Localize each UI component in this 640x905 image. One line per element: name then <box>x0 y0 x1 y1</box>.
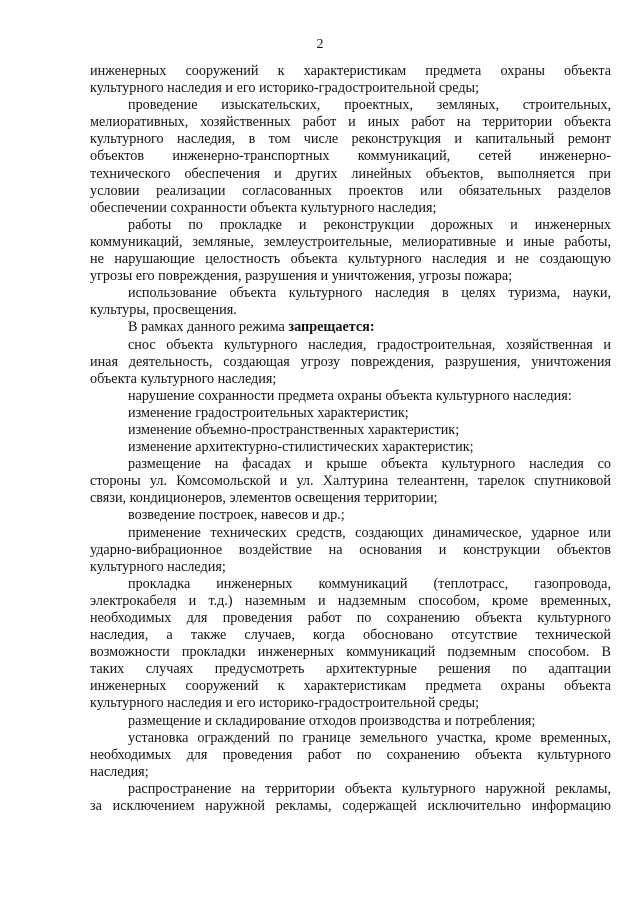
text-line <box>90 730 611 747</box>
text-line <box>90 148 611 165</box>
text-line <box>90 610 611 627</box>
text-line-content: установка ограждений по границе земельного участка, кроме временных, <box>128 729 611 746</box>
text-line <box>90 764 611 781</box>
text-line <box>90 627 611 644</box>
text-line <box>90 285 611 302</box>
text-line-content: прокладка инженерных коммуникаций (теплотрасс, газопровода, <box>128 575 611 592</box>
text-line <box>90 114 611 131</box>
emphasis-text: запрещается: <box>288 319 375 336</box>
text-line <box>90 97 611 114</box>
text-line <box>90 166 611 183</box>
text-line-content: наследия, а также случаев, когда обосновано отсутствие технической <box>90 627 611 644</box>
text-line <box>90 542 611 559</box>
text-line-content: культурного наследия; <box>90 558 226 575</box>
text-line-content: мелиоративных, хозяйственных работ и иных работ на территории объекта <box>90 114 611 131</box>
text-line-content: необходимых для проведения работ по сохранению объекта культурного <box>90 610 611 626</box>
text-line <box>90 456 611 473</box>
text-line <box>90 371 611 388</box>
text-line <box>90 234 611 251</box>
text-line <box>90 593 611 610</box>
text-line-content: ударно-вибрационное воздействие на основания и конструкции объектов <box>90 541 611 558</box>
text-line-content: изменение архитектурно-стилистических характеристик; <box>128 439 474 456</box>
text-line-content: снос объекта культурного наследия, градостроительная, хозяйственная и <box>128 336 611 353</box>
text-line <box>90 302 611 319</box>
text-line <box>90 661 611 678</box>
text-line <box>90 559 611 576</box>
text-line-content: таких случаях предусмотреть архитектурные решения по адаптации <box>90 661 611 678</box>
text-line <box>90 422 611 439</box>
text-line <box>90 490 611 507</box>
text-line <box>90 576 611 593</box>
text-line <box>90 217 611 234</box>
text-line-content: размещение и складирование отходов производства и потребления; <box>128 712 536 729</box>
text-line-content: иная деятельность, создающая угрозу повреждения, разрушения, уничтожения <box>90 353 611 370</box>
text-line <box>90 388 611 405</box>
text-line-content: проведение изыскательских, проектных, земляных, строительных, <box>128 97 611 114</box>
text-line-content: культуры, просвещения. <box>90 302 237 319</box>
text-line <box>90 63 611 80</box>
text-line <box>90 781 611 798</box>
text-line <box>90 439 611 456</box>
text-line-content: использование объекта культурного наследия в целях туризма, науки, <box>128 285 611 302</box>
text-line-content: электрокабеля и т.д.) наземным и надземным способом, кроме временных, <box>90 592 611 609</box>
text-line <box>90 319 611 336</box>
text-line <box>90 507 611 524</box>
page-number: 2 <box>316 37 324 52</box>
text-line-content: нарушение сохранности предмета охраны объекта культурного наследия: <box>128 387 572 404</box>
text-line-content: объектов инженерно-транспортных коммуникаций, сетей инженерно- <box>90 148 611 165</box>
text-line-content: коммуникаций, земляные, землеустроительные, мелиоративные и иные работы, <box>90 233 611 250</box>
text-line <box>90 644 611 661</box>
text-line-content: культурного наследия, в том числе реконструкция и капитальный ремонт <box>90 131 611 148</box>
text-line-content: за исключением наружной рекламы, содержащей исключительно информацию <box>90 798 611 815</box>
text-line-content: применение технических средств, создающих динамическое, ударное или <box>128 524 611 541</box>
text-line-content: культурного наследия и его историко-градостроительной среды; <box>90 695 480 712</box>
text-line <box>90 80 611 97</box>
text-line-content: изменение объемно-пространственных характеристик; <box>128 421 460 438</box>
text-line <box>90 473 611 490</box>
text-line-content: возведение построек, навесов и др.; <box>128 507 345 524</box>
text-line <box>90 695 611 712</box>
text-line <box>90 131 611 148</box>
text-line-content: угрозы его повреждения, разрушения и уничтожения, угрозы пожара; <box>90 268 513 285</box>
text-line-content: условии реализации согласованных проектов или обязательных разделов <box>90 182 611 199</box>
text-line-content: изменение градостроительных характеристик; <box>128 404 409 421</box>
text-line-content: инженерных сооружений к характеристикам предмета охраны объекта <box>90 63 611 79</box>
text-line <box>90 713 611 730</box>
text-line <box>90 525 611 542</box>
text-line-content: инженерных сооружений к характеристикам предмета охраны объекта <box>90 678 611 695</box>
text-line <box>90 337 611 354</box>
text-line-content: возможности прокладки инженерных коммуникаций подземным способом. В <box>90 644 611 661</box>
text-line-content: наследия; <box>90 763 149 780</box>
text-line <box>90 405 611 422</box>
text-line <box>90 268 611 285</box>
text-line <box>90 183 611 200</box>
text-line-content: размещение на фасадах и крыше объекта культурного наследия со <box>128 456 611 473</box>
text-line-content: стороны ул. Комсомольской и ул. Халтурина телеантенн, тарелок спутниковой <box>90 473 611 490</box>
text-line-content: необходимых для проведения работ по сохранению объекта культурного <box>90 746 611 763</box>
text-line-content: связи, кондиционеров, элементов освещения территории; <box>90 490 438 507</box>
text-line-content: В рамках данного режима <box>128 319 289 336</box>
text-line-content: не нарушающие целостность объекта культурного наследия и не создающую <box>90 251 611 268</box>
text-line-content: работы по прокладке и реконструкции дорожных и инженерных <box>128 216 611 233</box>
text-line <box>90 747 611 764</box>
text-line <box>90 251 611 268</box>
text-line <box>90 798 611 815</box>
text-line-content: технического обеспечения и других линейных объектов, выполняется при <box>90 165 611 182</box>
text-line-content: культурного наследия и его историко-градостроительной среды; <box>90 80 480 97</box>
text-line <box>90 200 611 217</box>
text-line <box>90 678 611 695</box>
text-line-content: распространение на территории объекта культурного наружной рекламы, <box>128 780 611 797</box>
document-body <box>90 63 611 815</box>
text-line <box>90 354 611 371</box>
text-line-content: обеспечении сохранности объекта культурного наследия; <box>90 199 437 216</box>
text-line-content: объекта культурного наследия; <box>90 370 277 387</box>
